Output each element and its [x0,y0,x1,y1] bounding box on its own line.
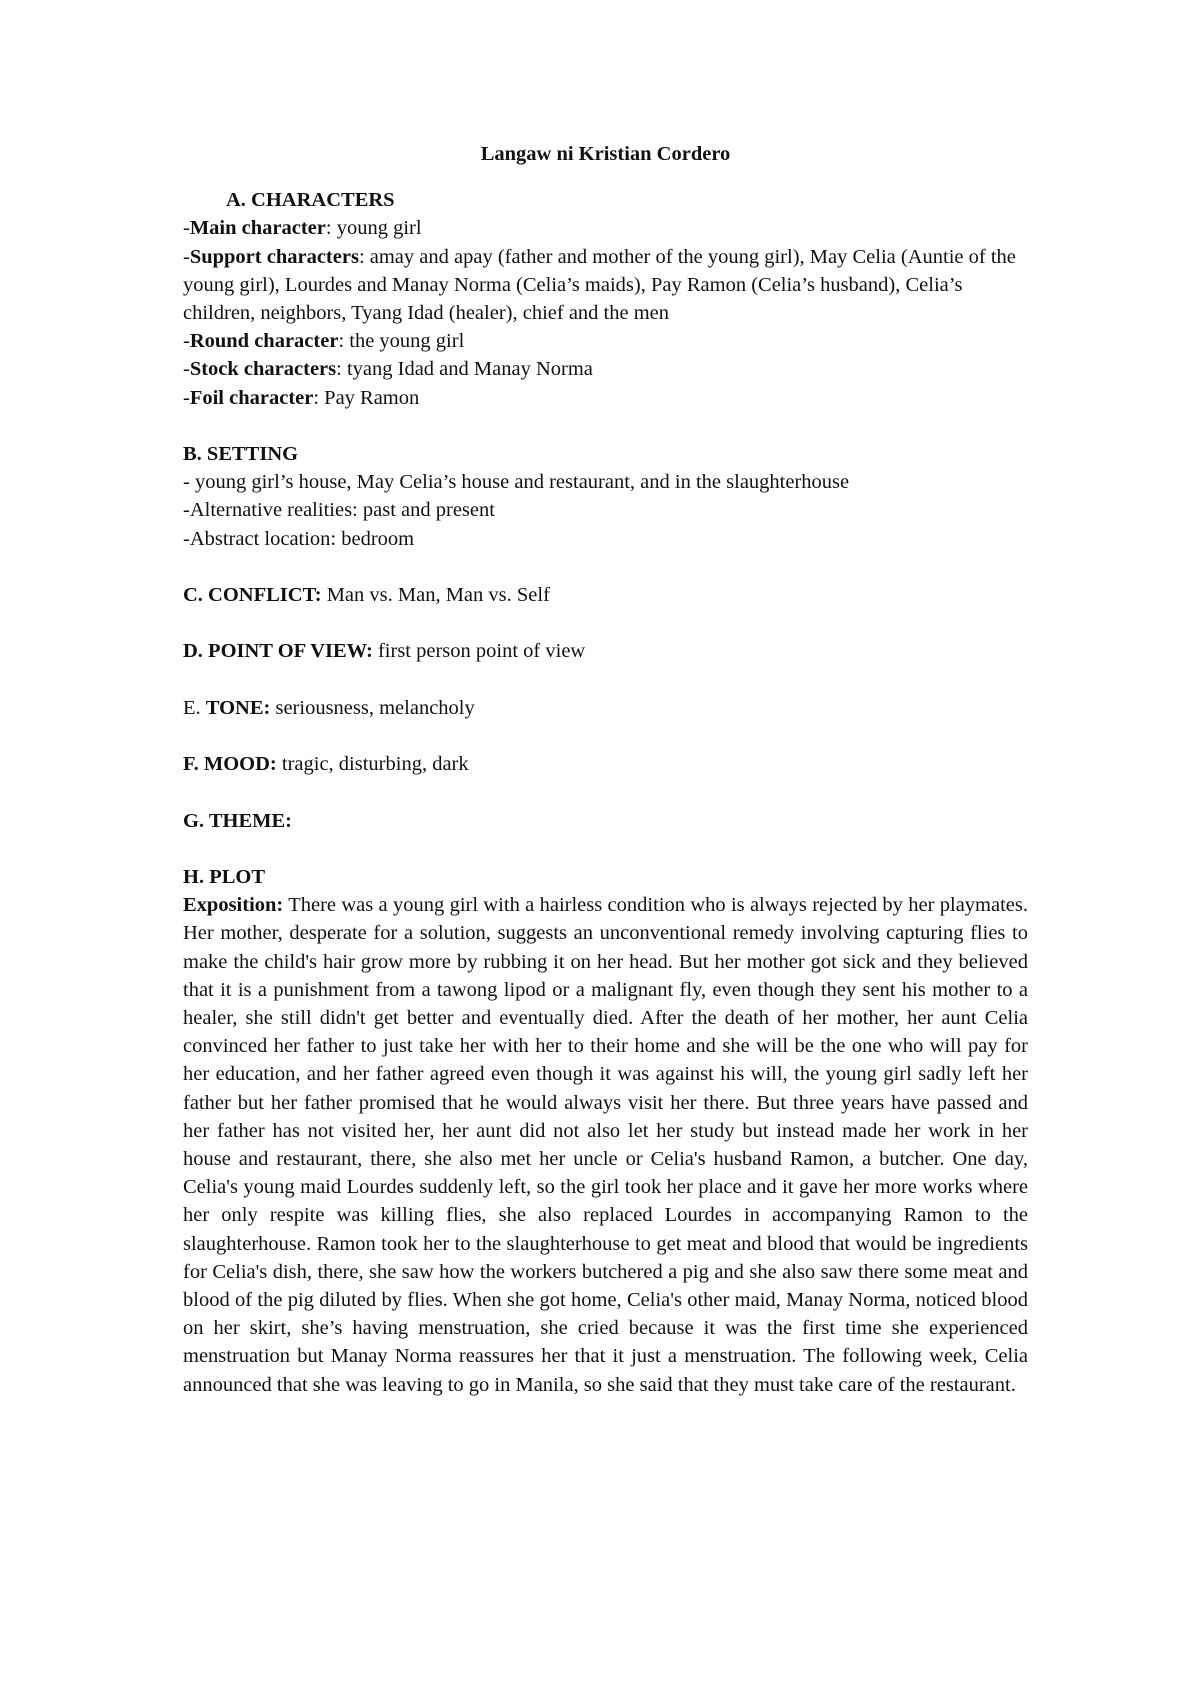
foil-character-label: Foil character [189,386,314,409]
stock-characters-label: Stock characters [189,358,337,381]
round-character-line: -Round character: the young girl [183,330,465,353]
round-character-label: Round character [189,330,339,353]
exposition-text: There was a young girl with a hairless condition who is always rejected by her playmates. Her mother, desperate for a solution, suggests an unconventional remedy involving capturing flies to make the child's hair grow more by rubbing it on her head. But her mother got sick and they believed that it is a punishment from a tawong lipod or a malignant fly, even though they sent his mother to a healer, she still didn't get better and eventually died. After the death of her mother, her aunt Celia convinced her father to just take her with her to their home and she will be the one who will pay for her education, and her father agreed even though it was against his will, the young girl sadly left her father but her father promised that he would always visit her there. But three years have passed and her father has not visited her, her aunt did not also let her study but instead made her work in her house and restaurant, there, she also met her uncle or Celia's husband Ramon, a butcher. One day, Celia's young maid Lourdes suddenly left, so the girl took her place and it gave her more works where her only respite was killing flies, she also replaced Lourdes in accompanying Ramon to the slaughterhouse. Ramon took her to the slaughterhouse to get meat and blood that would be ingredients for Celia's dish, there, she saw how the workers butchered a pig and she also saw there some meat and blood of the pig diluted by flies. When she got home, Celia's other maid, Manay Norma, noticed blood on her skirt, she’s having menstruation, she cried because it was the first time she experienced menstruation but Manay Norma reassures her that it just a menstruation. The following week, Celia announced that she was leaving to go in Manila, so she said that they must take care of the restaurant. [183,894,1028,1396]
conflict-value: Man vs. Man, Man vs. Self [321,584,550,607]
characters-heading: A. CHARACTERS [226,189,395,212]
mood-label: F. MOOD: [183,753,277,776]
plot-heading: H. PLOT [183,865,266,888]
tone-label: TONE: [205,696,271,719]
main-character-label: Main character [189,217,326,240]
setting-line-3: -Abstract location: bedroom [183,527,415,550]
spacer [183,778,1028,806]
mood-line [183,750,1028,778]
setting-line-1: - young girl’s house, May Celia’s house and restaurant, and in the slaughterhouse [183,471,850,494]
foil-character-line: -Foil character: Pay Ramon [183,386,420,409]
pov-value: first person point of view [372,640,586,663]
document-page [183,140,1028,1399]
spacer [183,412,1028,440]
spacer [183,666,1028,694]
pov-label: D. POINT OF VIEW: [183,640,373,663]
foil-character-value: : Pay Ramon [313,386,420,409]
exposition-label: Exposition: [183,894,284,917]
round-character-value: : the young girl [338,330,465,353]
main-character-line: -Main character: young girl [183,217,422,240]
document-title: Langaw ni Kristian Cordero [480,143,731,165]
setting-line-2: -Alternative realities: past and present [183,499,495,522]
support-characters-line: -Support characters: amay and apay (father and mother of the young girl), May Celia (Auntie of the young girl), Lourdes and Manay Norma (Celia’s maids), Pay Ramon (Celia’s husband), Celia’s children, neighbors, Tyang Idad (healer), chief and the men [183,245,1016,325]
support-characters-label: Support characters [189,245,359,268]
stock-characters-value: : tyang Idad and Manay Norma [336,358,593,381]
theme-label: G. THEME: [183,809,292,832]
spacer [183,722,1028,750]
support-characters-value: : amay and apay (father and mother of the young girl), May Celia (Auntie of the young girl), Lourdes and Manay Norma (Celia’s maids), Pay Ramon (Celia’s husband), Celia’s children, neighbors, Tyang Idad (healer), chief and the men [183,245,1016,325]
tone-label-prefix: E. [183,696,206,719]
main-character-value: : young girl [325,217,422,240]
exposition-paragraph [183,891,1028,1399]
spacer [183,553,1028,581]
spacer [183,609,1028,637]
conflict-line [183,581,1028,609]
theme-line [183,807,1028,835]
conflict-label: C. CONFLICT: [183,584,322,607]
tone-value: seriousness, melancholy [270,696,475,719]
pov-line [183,637,1028,665]
tone-line [183,694,1028,722]
spacer [183,835,1028,863]
setting-heading: B. SETTING [183,443,299,466]
stock-characters-line: -Stock characters: tyang Idad and Manay Norma [183,358,593,381]
mood-value: tragic, disturbing, dark [276,753,469,776]
